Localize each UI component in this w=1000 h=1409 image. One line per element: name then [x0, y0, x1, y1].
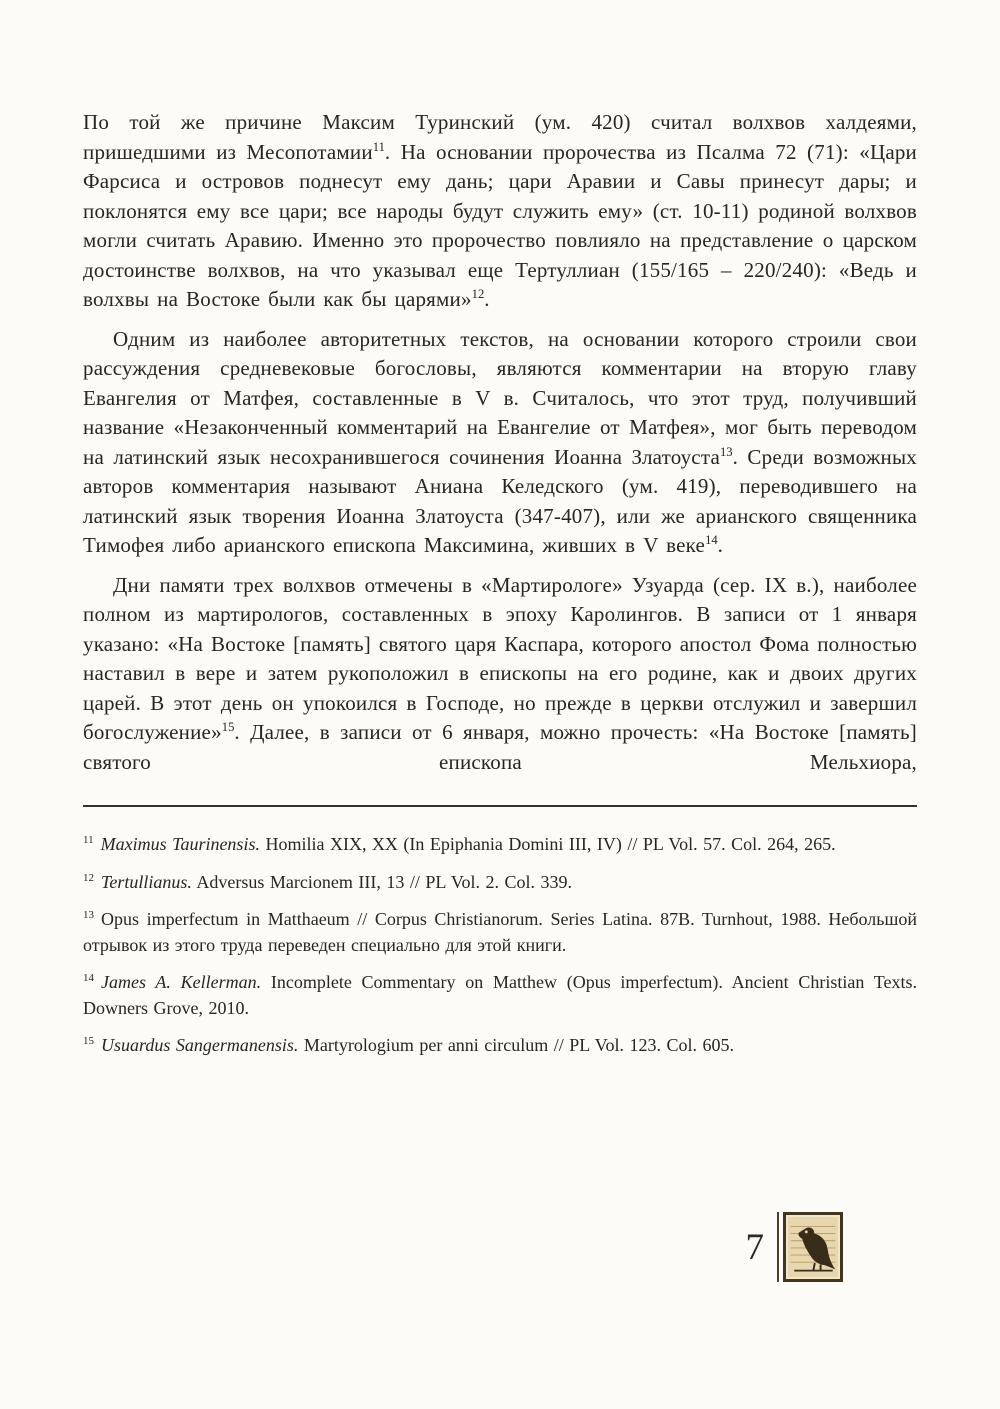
body-paragraph-2: Одним из наиболее авторитетных текстов, на основании которого строили свои рассуждения средневековые богословы, являются комментарии на вторую главу Евангелия от Матфея, составленные в V в. Считалось, что этот труд, получивший название «Незаконченный комментарий на Евангелие от Матфея», мог быть переводом на латинский язык несохранившегося сочинения Иоанна Златоуста$^{13}$. Среди возможных авторов комментария называют Аниана Келедского (ум. 419), переводившего на латинский язык творения Иоанна Златоуста (347-407), или же арианского священника Тимофея либо арианского епископа Максимина, живших в V веке$^{14}$.: [83, 326, 917, 557]
footnote-13: [83, 907, 917, 958]
bird-woodcut-icon: [783, 1212, 843, 1282]
footnote-marker: 12: [83, 871, 94, 884]
footnote-text: Tertullianus. Adversus Marcionem III, 13 // PL Vol. 2. Col. 339.: [101, 871, 573, 892]
footnote-marker: 15: [83, 1035, 94, 1047]
page-footer: [746, 1212, 844, 1282]
footnote-text: Opus imperfectum in Matthaeum // Corpus Christianorum. Series Latina. 87B. Turnhout, 1988. Небольшой отрывок из этого труда переведен специально для этой книги.: [83, 909, 917, 955]
footnotes-section: [83, 815, 917, 1059]
footnote-text: Usuardus Sangermanensis. Martyrologium per anni circulum // PL Vol. 123. Col. 605.: [101, 1035, 734, 1055]
footnote-marker: 11: [83, 834, 94, 846]
footnote-text: Maximus Taurinensis. Homilia XIX, XX (In Epiphania Domini III, IV) // PL Vol. 57. Col. 264, 265.: [100, 834, 836, 854]
body-paragraph-1: По той же причине Максим Туринский (ум. 420) считал волхвов халдеями, пришедшими из Месопотамии$^{11}$. На основании пророчества из Псалма 72 (71): «Цари Фарсиса и островов поднесут ему дань; цари Аравии и Савы принесут дары; и поклонятся ему все цари; все народы будут служить ему» (ст. 10-11) родиной волхвов могли считать Аравию. Именно это пророчество повлияло на представление о царском достоинстве волхвов, на что указывал еще Тертуллиан (155/165 – 220/240): «Ведь и волхвы на Востоке были как бы царями»$^{12}$.: [83, 110, 917, 311]
footnote-15: [83, 1033, 917, 1059]
footnote-12: [83, 870, 917, 896]
footnote-marker: 14: [83, 972, 94, 984]
footnote-14: [83, 970, 917, 1021]
footnote-11: [83, 832, 917, 858]
page-number: 7: [745, 1226, 764, 1268]
footnote-separator: [83, 805, 917, 807]
text-column: [83, 108, 917, 1071]
ornament-group: [777, 1212, 843, 1282]
footnote-marker: 13: [83, 909, 94, 921]
body-paragraph-3: Дни памяти трех волхвов отмечены в «Мартирологе» Узуарда (сер. IX в.), наиболее полном из мартирологов, составленных в эпоху Каролингов. В записи от 1 января указано: «На Востоке [память] святого царя Каспара, которого апостол Фома полностью наставил в вере и затем рукоположил в епископы на его родине, как и двоих других царей. В этот день он упокоился в Господе, но прежде в церкви отслужил и завершил богослужение»$^{15}$. Далее, в записи от 6 января, можно прочесть: «На Востоке [память] святого епископа Мельхиора,: [83, 572, 918, 774]
footnote-text: James A. Kellerman. Incomplete Commentary on Matthew (Opus imperfectum). Ancient Christian Texts. Downers Grove, 2010.: [83, 972, 917, 1018]
ornament-left-rule: [777, 1212, 779, 1282]
